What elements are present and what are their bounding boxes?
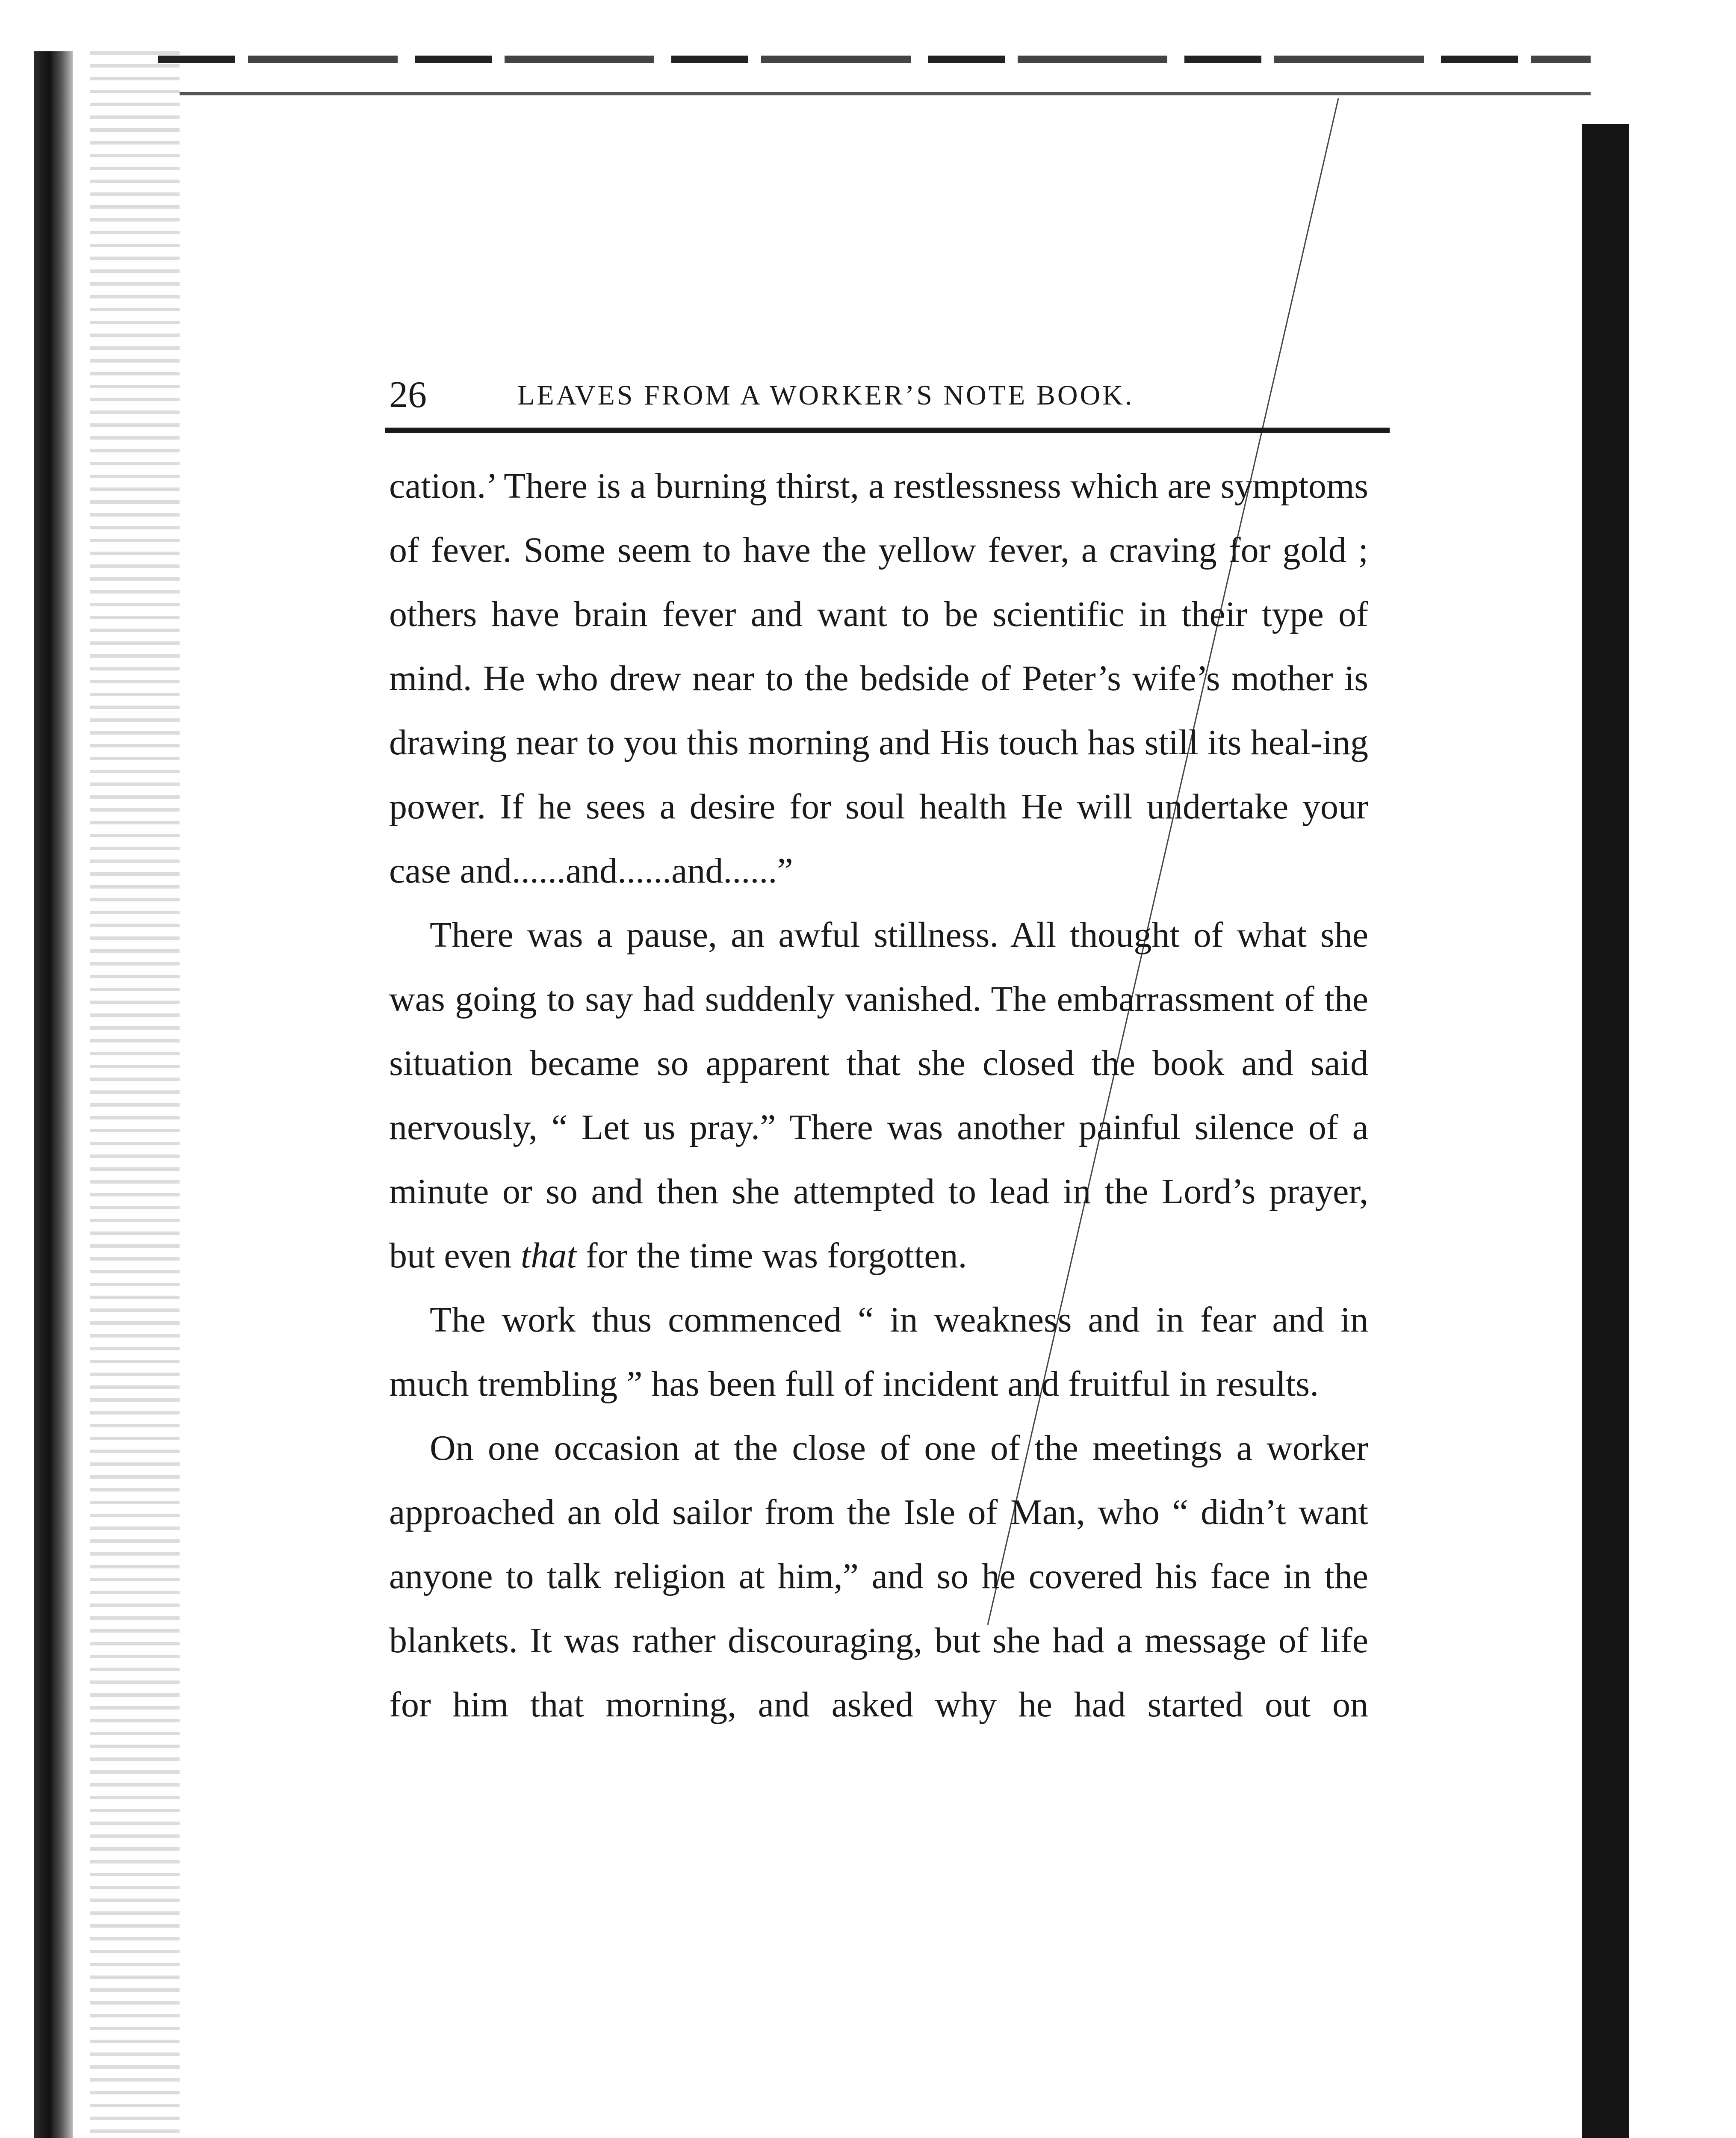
book-page: [389, 368, 1368, 1737]
running-head: [389, 368, 1368, 419]
paragraph-4: On one occasion at the close of one of the meetings a worker approached an old sailor from the Isle of Man, who “ didn’t want anyone to talk religion at him,” and so he covered his face in the blankets. It was rather discouraging, but she had a message of life for him that morning, and asked why he had started out on: [389, 1428, 1368, 1725]
header-rule: [385, 428, 1390, 433]
running-title: LEAVES FROM A WORKER’S NOTE BOOK.: [517, 380, 1134, 411]
paragraph-2-end: for the time was forgotten.: [576, 1236, 967, 1276]
body-text: [389, 454, 1368, 1737]
page-number: 26: [389, 374, 427, 416]
paragraph-1: cation.’ There is a burning thirst, a restlessness which are symptoms of fever. Some seem to have the yellow fever, a craving for gold ; others have brain fever and want to be scientific in their type of mind. He who drew near to the bedside of Peter’s wife’s mother is drawing near to you this morning and His touch has still its heal-ing power. If he sees a desire for soul health He will undertake your case and......and......and......”: [389, 466, 1368, 891]
paragraph-2-italic: that: [520, 1236, 577, 1276]
paragraph-3: The work thus commenced “ in weakness and in fear and in much trembling ” has been full of incident and fruitful in results.: [389, 1300, 1368, 1404]
paragraph-2: [389, 903, 1368, 1288]
paragraph-2-text: There was a pause, an awful stillness. All thought of what she was going to say had suddenly vanished. The embarrassment of the situation became so apparent that she closed the book and said nervously, “ Let us pray.” There was another painful silence of a minute or so and then she attempted to lead in the Lord’s prayer, but even: [389, 915, 1368, 1276]
